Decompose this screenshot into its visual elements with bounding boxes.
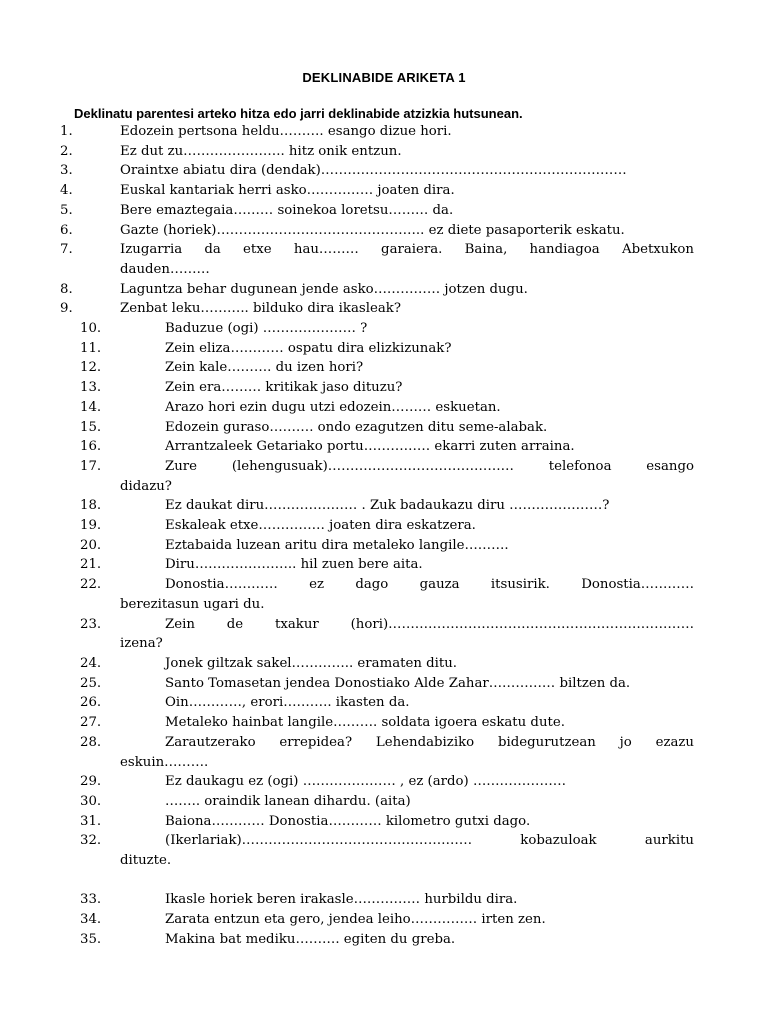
exercise-number: 33. xyxy=(80,892,102,908)
exercise-number: 8. xyxy=(60,281,73,297)
exercise-text: Zenbat leku……….. bilduko dira ikasleak? xyxy=(120,301,401,317)
exercise-number: 34. xyxy=(80,912,102,928)
exercise-number: 11. xyxy=(80,340,102,356)
exercise-text: (Ikerlariak)……………………………………………. kobazuloak aurkitu xyxy=(165,833,694,849)
exercise-text: Baiona………… Donostia………… kilometro gutxi dago. xyxy=(165,813,531,829)
exercise-item xyxy=(0,319,768,339)
exercise-item xyxy=(0,280,768,300)
exercise-item xyxy=(0,221,768,241)
exercise-text: Laguntza behar dugunean jende asko…………… jotzen dugu. xyxy=(120,281,528,297)
exercise-item xyxy=(0,181,768,201)
exercise-number: 13. xyxy=(80,380,102,396)
exercise-text: Zarata entzun eta gero, jendea leiho…………… irten zen. xyxy=(165,912,546,928)
exercise-number: 2. xyxy=(60,143,73,159)
exercise-number: 20. xyxy=(80,537,102,553)
exercise-number: 1. xyxy=(60,124,73,139)
exercise-number: 5. xyxy=(60,202,73,218)
exercise-text: Zure (lehengusuak)…………………………………… telefonoa esango xyxy=(165,458,694,474)
exercise-text: Zein kale………. du izen hori? xyxy=(165,360,364,376)
exercise-item xyxy=(0,122,768,142)
exercise-number: 18. xyxy=(80,498,102,514)
exercise-text-continuation: berezitasun ugari du. xyxy=(120,596,265,612)
exercise-item xyxy=(0,575,768,614)
exercise-number: 9. xyxy=(60,301,73,317)
exercise-item xyxy=(0,358,768,378)
exercise-item xyxy=(0,536,768,556)
exercise-text: Diru………………….. hil zuen bere aita. xyxy=(165,557,423,573)
exercise-item xyxy=(0,201,768,221)
exercise-item xyxy=(0,516,768,536)
exercise-text: Makina bat mediku………. egiten du greba. xyxy=(165,931,456,947)
exercise-number: 12. xyxy=(80,360,102,376)
exercise-text: Oin…………, erori……….. ikasten da. xyxy=(165,695,410,711)
exercise-number: 3. xyxy=(60,163,73,179)
exercise-number: 16. xyxy=(80,439,102,455)
exercise-text: Oraintxe abiatu dira (dendak)…………………………………………………………… xyxy=(120,163,627,179)
exercise-number: 17. xyxy=(80,458,102,474)
exercise-number: 35. xyxy=(80,931,102,947)
exercise-text: Ez daukat diru………………… . Zuk badaukazu diru …………………? xyxy=(165,498,610,514)
exercise-text-continuation: dauden……… xyxy=(120,261,210,277)
exercise-text: Bere emaztegaia……… soinekoa loretsu……… da. xyxy=(120,202,454,218)
exercise-item xyxy=(0,693,768,713)
exercise-text: Eztabaida luzean aritu dira metaleko langile………. xyxy=(165,537,509,553)
exercise-item xyxy=(0,378,768,398)
exercise-number: 21. xyxy=(80,557,102,573)
instruction-text: Deklinatu parentesi arteko hitza edo jarri deklinabide atzizkia hutsunean. xyxy=(74,106,523,121)
exercise-number: 14. xyxy=(80,399,102,415)
exercise-number: 15. xyxy=(80,419,102,435)
exercise-item xyxy=(0,930,768,950)
exercise-text: Edozein guraso………. ondo ezagutzen ditu seme-alabak. xyxy=(165,419,548,435)
exercise-number: 26. xyxy=(80,695,102,711)
exercise-text: Ikasle horiek beren irakasle…………… hurbildu dira. xyxy=(165,892,518,908)
exercise-item xyxy=(0,437,768,457)
exercise-item xyxy=(0,831,768,870)
exercise-item xyxy=(0,713,768,733)
exercise-text: Donostia………… ez dago gauza itsusirik. Donostia………… xyxy=(165,577,694,593)
exercise-number: 27. xyxy=(80,715,102,731)
exercise-text: Edozein pertsona heldu………. esango dizue hori. xyxy=(120,124,452,139)
exercise-text: …….. oraindik lanean dihardu. (aita) xyxy=(165,793,411,809)
exercise-item xyxy=(0,890,768,910)
exercise-item xyxy=(0,910,768,930)
exercise-item xyxy=(0,772,768,792)
exercise-item xyxy=(0,654,768,674)
exercise-number: 32. xyxy=(80,833,102,849)
exercise-item xyxy=(0,555,768,575)
exercise-text-continuation: dituzte. xyxy=(120,853,172,869)
exercise-number: 10. xyxy=(80,321,102,337)
exercise-item xyxy=(0,142,768,162)
exercise-number: 22. xyxy=(80,577,102,593)
exercise-number: 28. xyxy=(80,734,102,750)
blank-line xyxy=(0,871,768,891)
exercise-item xyxy=(0,299,768,319)
exercise-text: Ez dut zu………………….. hitz onik entzun. xyxy=(120,143,402,159)
exercise-item xyxy=(0,457,768,496)
exercise-item xyxy=(0,240,768,279)
exercise-item xyxy=(0,812,768,832)
exercise-item xyxy=(0,496,768,516)
exercise-number: 6. xyxy=(60,222,73,238)
exercise-item xyxy=(0,161,768,181)
exercise-item xyxy=(0,733,768,772)
exercise-number: 4. xyxy=(60,183,73,199)
exercise-number: 24. xyxy=(80,655,102,671)
exercise-item xyxy=(0,792,768,812)
exercise-text: Zarautzerako errepidea? Lehendabiziko bidegurutzean jo ezazu xyxy=(165,734,694,750)
exercise-number: 29. xyxy=(80,774,102,790)
exercise-item xyxy=(0,418,768,438)
exercise-text: Zein eliza………… ospatu dira elizkizunak? xyxy=(165,340,452,356)
exercise-text: Euskal kantariak herri asko…………… joaten dira. xyxy=(120,183,455,199)
exercise-text-continuation: izena? xyxy=(120,636,163,652)
exercise-number: 7. xyxy=(60,242,73,258)
exercise-number: 30. xyxy=(80,793,102,809)
exercise-text: Jonek giltzak sakel………….. eramaten ditu. xyxy=(165,655,458,671)
exercise-text: Arrantzaleek Getariako portu…………… ekarri zuten arraina. xyxy=(165,439,575,455)
document-title: DEKLINABIDE ARIKETA 1 xyxy=(302,70,466,85)
exercise-text: Zein de txakur (hori)…………………………………………………………… xyxy=(165,616,694,632)
exercise-text: Ez daukagu ez (ogi) ………………… , ez (ardo) ………………… xyxy=(165,774,567,790)
exercise-text: Arazo hori ezin dugu utzi edozein……… eskuetan. xyxy=(165,399,501,415)
exercise-text-continuation: didazu? xyxy=(120,478,172,494)
exercise-list xyxy=(0,122,768,950)
exercise-text: Santo Tomasetan jendea Donostiako Alde Zahar…………… biltzen da. xyxy=(165,675,631,691)
exercise-text: Baduzue (ogi) ………………… ? xyxy=(165,321,368,337)
exercise-text: Zein era……… kritikak jaso dituzu? xyxy=(165,380,403,396)
exercise-text: Izugarria da etxe hau……… garaiera. Baina, handiagoa Abetxukon xyxy=(120,242,694,258)
exercise-text: Eskaleak etxe…………… joaten dira eskatzera. xyxy=(165,518,476,534)
exercise-item xyxy=(0,339,768,359)
exercise-number: 23. xyxy=(80,616,102,632)
exercise-item xyxy=(0,674,768,694)
exercise-item xyxy=(0,615,768,654)
exercise-text: Gazte (horiek)……………………………………….. ez diete pasaporterik eskatu. xyxy=(120,222,625,238)
exercise-item xyxy=(0,398,768,418)
exercise-number: 31. xyxy=(80,813,102,829)
exercise-text-continuation: eskuin………. xyxy=(120,754,209,770)
exercise-text: Metaleko hainbat langile………. soldata igoera eskatu dute. xyxy=(165,715,565,731)
exercise-number: 19. xyxy=(80,518,102,534)
exercise-number: 25. xyxy=(80,675,102,691)
